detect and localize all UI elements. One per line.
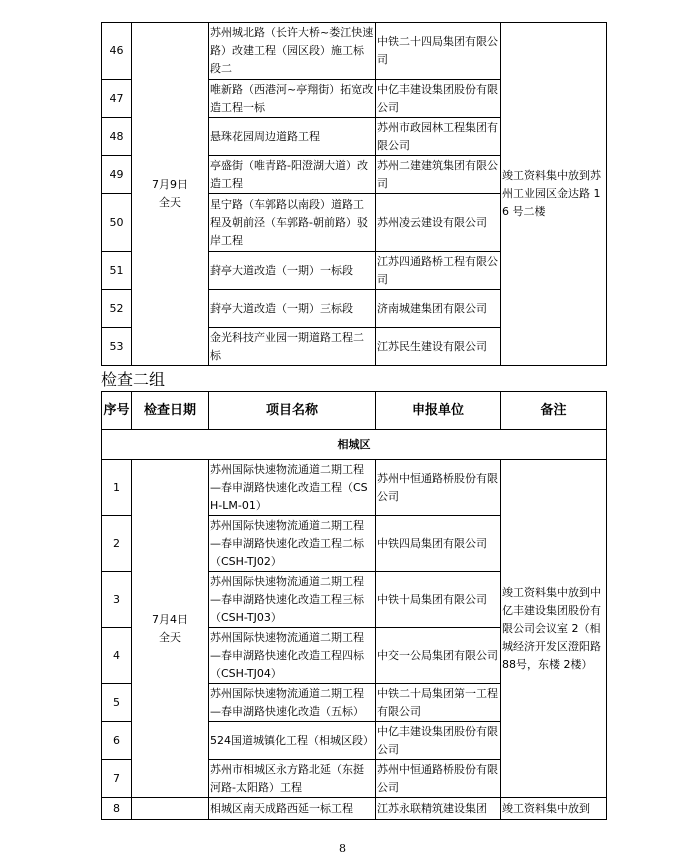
header-remark: 备注 — [501, 392, 607, 430]
row-number: 52 — [102, 290, 132, 328]
row-number: 46 — [102, 23, 132, 80]
row-number: 47 — [102, 80, 132, 118]
inspection-date: 7月9日 全天 — [132, 23, 209, 366]
row-number: 51 — [102, 252, 132, 290]
declaring-unit: 济南城建集团有限公司 — [376, 290, 501, 328]
declaring-unit: 中交一公局集团有限公司 — [376, 628, 501, 684]
inspection-table-group1 — [101, 22, 607, 366]
project-name: 葑亭大道改造（一期）三标段 — [209, 290, 376, 328]
remark: 竣工资料集中放到 — [501, 798, 607, 820]
table-header-row — [102, 392, 607, 430]
remark: 竣工资料集中放到中亿丰建设集团股份有限公司会议室 2（相城经济开发区澄阳路 88号，东楼 2楼） — [501, 460, 607, 798]
header-number: 序号 — [102, 392, 132, 430]
declaring-unit: 苏州市政园林工程集团有限公司 — [376, 118, 501, 156]
project-name: 葑亭大道改造（一期）一标段 — [209, 252, 376, 290]
inspection-table-group2 — [101, 391, 607, 820]
project-name: 星宁路（车郭路以南段）道路工程及朝前泾（车郭路-朝前路）驳岸工程 — [209, 194, 376, 252]
project-name: 524国道城镇化工程（相城区段） — [209, 722, 376, 760]
project-name: 悬珠花园周边道路工程 — [209, 118, 376, 156]
header-project-name: 项目名称 — [209, 392, 376, 430]
header-declaring-unit: 申报单位 — [376, 392, 501, 430]
row-number: 2 — [102, 516, 132, 572]
project-name: 唯新路（西港河~亭翔街）拓宽改造工程一标 — [209, 80, 376, 118]
project-name: 金光科技产业园一期道路工程二标 — [209, 328, 376, 366]
row-number: 48 — [102, 118, 132, 156]
project-name: 苏州国际快速物流通道二期工程—春申湖路快速化改造工程四标（CSH-TJ04） — [209, 628, 376, 684]
declaring-unit: 江苏四通路桥工程有限公司 — [376, 252, 501, 290]
project-name: 亭盛街（唯青路-阳澄湖大道）改造工程 — [209, 156, 376, 194]
declaring-unit: 江苏永联精筑建设集团 — [376, 798, 501, 820]
declaring-unit: 中铁二十局集团第一工程有限公司 — [376, 684, 501, 722]
inspection-date: 7月4日 全天 — [132, 460, 209, 798]
declaring-unit: 中铁二十四局集团有限公司 — [376, 23, 501, 80]
declaring-unit: 苏州中恒通路桥股份有限公司 — [376, 460, 501, 516]
declaring-unit: 中铁四局集团有限公司 — [376, 516, 501, 572]
row-number: 49 — [102, 156, 132, 194]
project-name: 苏州国际快速物流通道二期工程—春申湖路快速化改造（五标） — [209, 684, 376, 722]
project-name: 相城区南天成路西延一标工程 — [209, 798, 376, 820]
declaring-unit: 苏州凌云建设有限公司 — [376, 194, 501, 252]
project-name: 苏州国际快速物流通道二期工程—春申湖路快速化改造工程三标（CSH-TJ03） — [209, 572, 376, 628]
remark: 竣工资料集中放到苏州工业园区金达路 16 号二楼 — [501, 23, 607, 366]
declaring-unit: 中亿丰建设集团股份有限公司 — [376, 80, 501, 118]
group-title: 检查二组 — [101, 370, 166, 389]
project-name: 苏州国际快速物流通道二期工程—春申湖路快速化改造工程二标（CSH-TJ02） — [209, 516, 376, 572]
declaring-unit: 苏州二建建筑集团有限公司 — [376, 156, 501, 194]
row-number: 4 — [102, 628, 132, 684]
row-number: 1 — [102, 460, 132, 516]
table-row — [102, 460, 607, 516]
declaring-unit: 中铁十局集团有限公司 — [376, 572, 501, 628]
row-number: 6 — [102, 722, 132, 760]
district-label: 相城区 — [102, 430, 607, 460]
declaring-unit: 苏州中恒通路桥股份有限公司 — [376, 760, 501, 798]
project-name: 苏州市相城区永方路北延（东挺河路-太阳路）工程 — [209, 760, 376, 798]
inspection-date-continued — [132, 798, 209, 820]
row-number: 5 — [102, 684, 132, 722]
row-number: 3 — [102, 572, 132, 628]
district-row — [102, 430, 607, 460]
declaring-unit: 中亿丰建设集团股份有限公司 — [376, 722, 501, 760]
table-row — [102, 23, 607, 80]
row-number: 50 — [102, 194, 132, 252]
table-row — [102, 798, 607, 820]
project-name: 苏州国际快速物流通道二期工程—春申湖路快速化改造工程（CSH-LM-01） — [209, 460, 376, 516]
project-name: 苏州城北路（长许大桥~娄江快速路）改建工程（园区段）施工标段二 — [209, 23, 376, 80]
row-number: 7 — [102, 760, 132, 798]
declaring-unit: 江苏民生建设有限公司 — [376, 328, 501, 366]
row-number: 53 — [102, 328, 132, 366]
header-date: 检查日期 — [132, 392, 209, 430]
page-number: 8 — [339, 842, 346, 855]
row-number: 8 — [102, 798, 132, 820]
